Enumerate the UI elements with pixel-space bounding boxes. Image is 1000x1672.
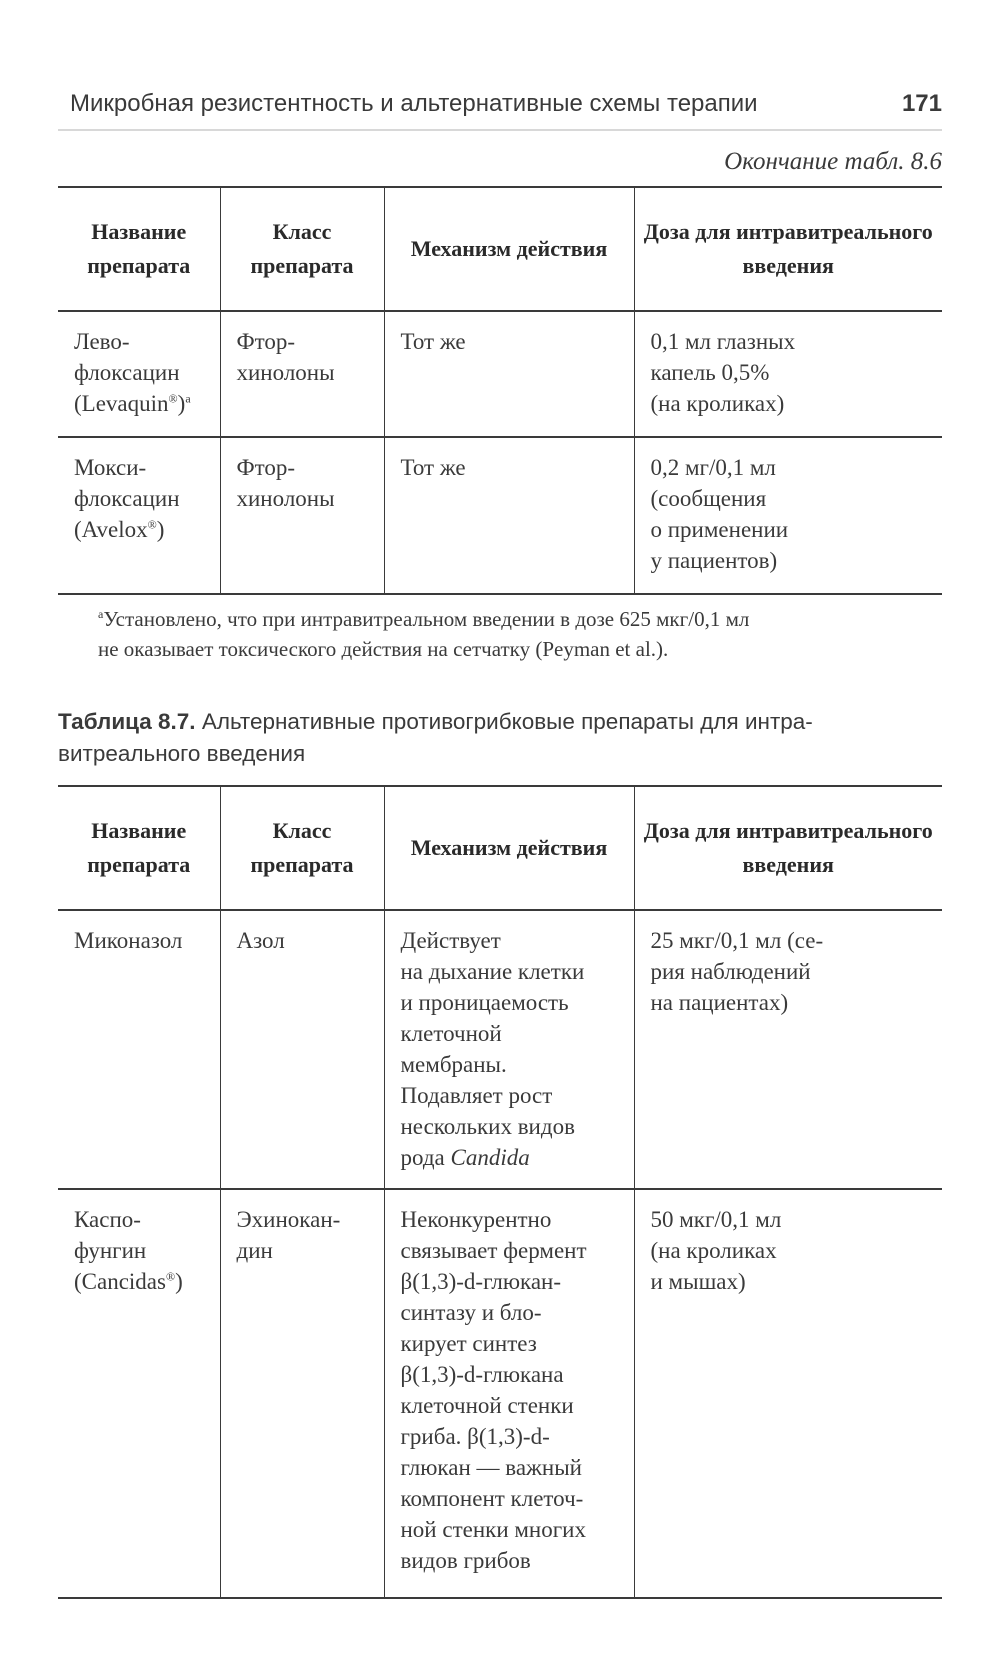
running-title: Микробная резистентность и альтернативные схемы терапии bbox=[70, 90, 758, 117]
cell-dose: 25 мкг/0,1 мл (се- рия наблюдений на пациентах) bbox=[634, 910, 942, 1189]
table-row bbox=[58, 311, 942, 437]
cell-drug-name: Лево- флоксацин (Levaquin®)$^a$ bbox=[74, 329, 191, 416]
table-header-row bbox=[58, 187, 942, 311]
footnote-mark: a bbox=[98, 607, 104, 621]
page-number: 171 bbox=[901, 90, 942, 117]
table-header-row bbox=[58, 786, 942, 910]
cell-mechanism: Тот же bbox=[384, 311, 634, 437]
cell-drug-class: Эхинокан- дин bbox=[220, 1189, 384, 1598]
cell-drug-name: Мокси- флоксацин (Avelox®) bbox=[74, 455, 180, 542]
cell-drug-class: Азол bbox=[220, 910, 384, 1189]
cell-drug-class: Фтор- хинолоны bbox=[220, 311, 384, 437]
cell-dose: 0,2 мг/0,1 мл (сообщения о применении у пациентов) bbox=[634, 437, 942, 594]
table-8-7 bbox=[58, 785, 942, 1599]
table-caption: Таблица 8.7. Альтернативные противогрибковые препараты для интра- витреального введения bbox=[58, 709, 813, 766]
table-continuation-label: Окончание табл. 8.6 bbox=[724, 148, 942, 175]
header-drug-class: Класс препарата bbox=[220, 187, 384, 311]
cell-drug-name: Миконазол bbox=[74, 928, 183, 953]
cell-mechanism: Тот же bbox=[384, 437, 634, 594]
cell-dose: 50 мкг/0,1 мл (на кроликах и мышах) bbox=[634, 1189, 942, 1598]
header-drug-name: Название препарата bbox=[87, 818, 191, 877]
cell-mechanism: Неконкурентно связывает фермент β(1,3)-d-глюкан- синтазу и бло- кирует синтез β(1,3)-d-глюкана клеточной стенки гриба. β(1,3)-d- глюкан — важный компонент клеточ- ной стенки многих видов грибов bbox=[384, 1189, 634, 1598]
header-mechanism: Механизм действия bbox=[384, 187, 634, 311]
running-head bbox=[70, 90, 942, 118]
table-footnote: $^a$Установлено, что при интравитреальном введении в дозе 625 мкг/0,1 мл не оказывает токсического действия на сетчатку (Peyman et al.). bbox=[98, 607, 750, 661]
header-rule bbox=[58, 129, 942, 131]
cell-drug-class: Фтор- хинолоны bbox=[220, 437, 384, 594]
cell-drug-name: Каспо- фунгин (Cancidas®) bbox=[74, 1207, 183, 1294]
cell-dose: 0,1 мл глазных капель 0,5% (на кроликах) bbox=[634, 311, 942, 437]
header-drug-name: Название препарата bbox=[87, 219, 191, 278]
header-mechanism: Механизм действия bbox=[384, 786, 634, 910]
table-row bbox=[58, 1189, 942, 1598]
cell-mechanism: Действует на дыхание клетки и проницаемость клеточной мембраны. Подавляет рост нескольких видов рода Candida bbox=[384, 910, 634, 1189]
header-dose: Доза для интравитреального введения bbox=[634, 786, 942, 910]
caption-label: Таблица 8.7. bbox=[58, 709, 196, 734]
table-row bbox=[58, 437, 942, 594]
footnote-ref: a bbox=[185, 391, 191, 406]
table-8-6 bbox=[58, 186, 942, 595]
table-row bbox=[58, 910, 942, 1189]
header-dose: Доза для интравитреального введения bbox=[634, 187, 942, 311]
header-drug-class: Класс препарата bbox=[220, 786, 384, 910]
